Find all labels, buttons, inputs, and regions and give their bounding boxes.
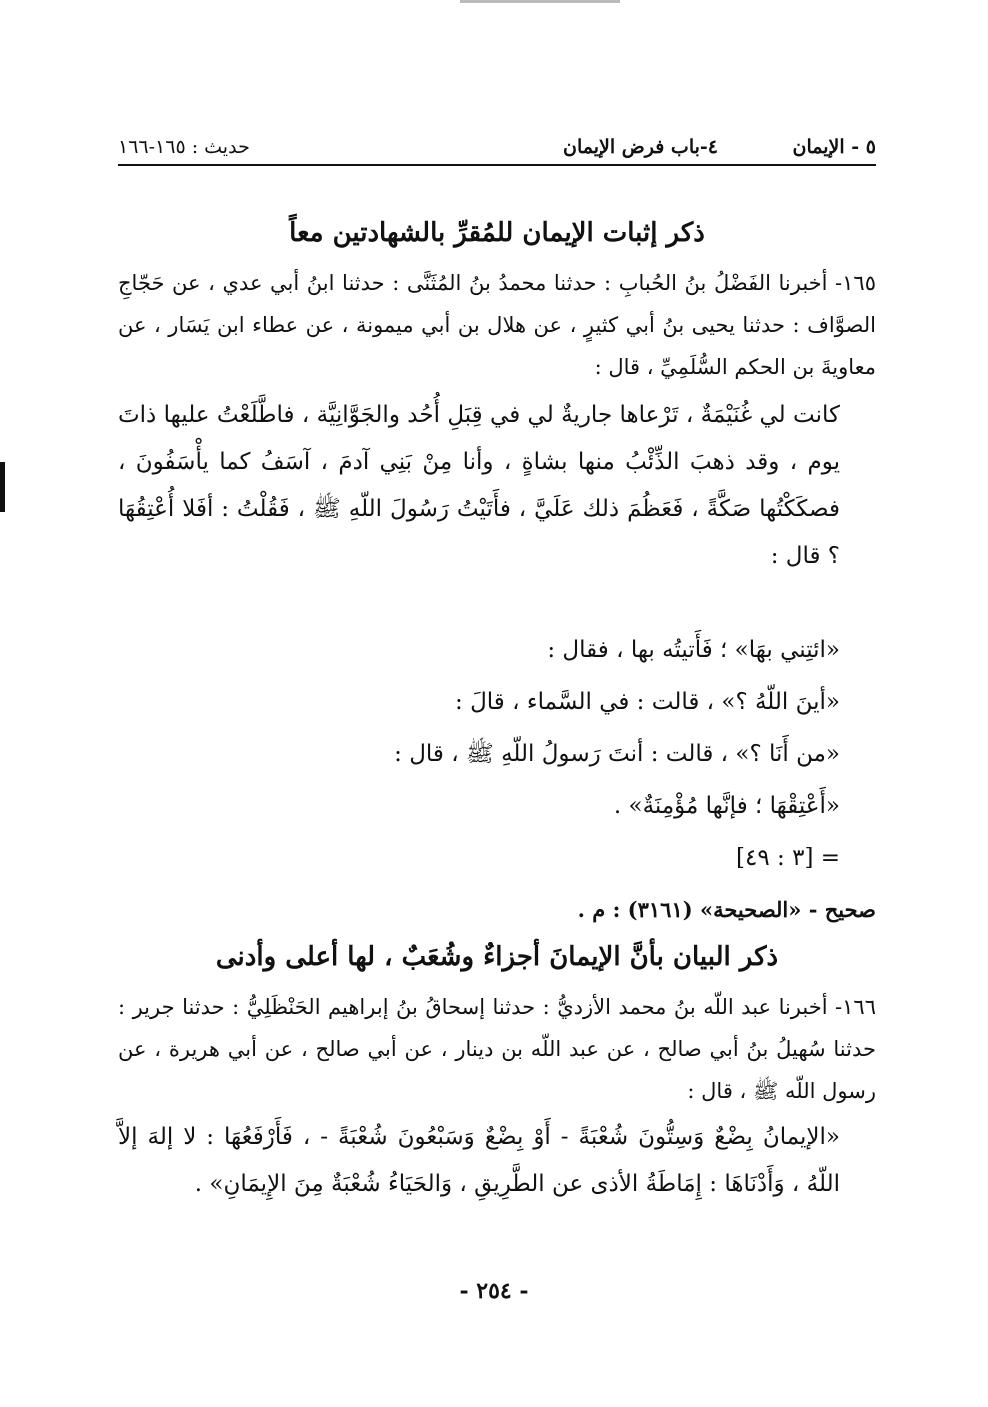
- section-heading-1: ذكر إثبات الإيمان للمُقرِّ بالشهادتين معاً: [289, 218, 705, 248]
- dialogue-block: [118, 624, 876, 936]
- section-title: ٤-باب فرض الإيمان: [563, 136, 718, 158]
- dialogue-line-2: «أينَ اللّهُ ؟» ، قالت : في السَّماء ، قالَ :: [455, 689, 840, 715]
- hadith-range: حديث : ١٦٥-١٦٦: [118, 136, 250, 158]
- hadith-165-isnad: ١٦٥- أخبرنا الفَضْلُ بنُ الحُبابِ : حدثنا محمدُ بنُ المُثَنَّى : حدثنا ابنُ أبي عدي ، عن حَجّاجِ الصوَّاف : حدثنا يحيى بنُ أبي كثيرٍ ، عن هلال بن أبي ميمونة ، عن عطاء ابن يَسَار ، عن معاويةَ بن الحكم السُّلَمِيِّ ، قال :: [118, 271, 876, 379]
- hadith-166-matn: «الإيمانُ بِضْعٌ وَسِتُّونَ شُعْبَةً - أَوْ بِضْعٌ وَسَبْعُونَ شُعْبَةً - ، فَأَرْفَعُهَا : لا إلهَ إلاَّ اللّهُ ، وَأَدْنَاهَا : إِمَاطَةُ الأذى عن الطَّرِيقِ ، وَالحَيَاءُ شُعْبَةٌ مِنَ الإِيمَانِ» .: [118, 1124, 840, 1197]
- dialogue-line-3: «من أَنَا ؟» ، قالت : أنتَ رَسولُ اللّهِ ﷺ ، قال :: [394, 741, 840, 767]
- hadith-165-matn: كانت لي غُنَيْمَةٌ ، تَرْعاها جاريةٌ لي في قِبَلِ أُحُد والجَوَّانِيَّة ، فاطَّلَعْتُ عليها ذاتَ يوم ، وقد ذهبَ الذِّئْبُ منها بشاةٍ ، وأنا مِنْ بَنِي آدمَ ، آسَفُ كما يأْسَفُونَ ، فصكَكْتُها صَكَّةً ، فَعَظُمَ ذلك عَلَيَّ ، فأَتَيْتُ رَسُولَ اللّهِ ﷺ ، فَقُلْتُ : أفَلا أُعْتِقُهَا ؟ قال :: [118, 402, 840, 569]
- header-rule: [118, 164, 876, 166]
- section-heading-2: ذكر البيان بأنَّ الإيمانَ أجزاءٌ وشُعَبٌ ، لها أعلى وأدنى: [215, 942, 779, 972]
- running-header: [118, 122, 876, 162]
- cross-reference: = [٣ : ٤٩]: [736, 845, 840, 871]
- text-block-1: [118, 208, 876, 580]
- scan-edge-mark: [460, 0, 620, 3]
- margin-mark: [0, 462, 5, 512]
- chapter-title: ٥ - الإيمان: [792, 136, 876, 158]
- dialogue-line-4: «أَعْتِقْهَا ؛ فإنَّها مُؤْمِنَةٌ» .: [613, 793, 840, 819]
- text-block-2: [118, 932, 876, 1208]
- page-number: - ٢٥٤ -: [459, 1278, 529, 1304]
- grading-note: صحيح - «الصحيحة» (٣١٦١) : م .: [577, 897, 876, 922]
- dialogue-line-1: «ائتِني بهَا» ؛ فَأَتيتُه بها ، فقال :: [547, 637, 840, 663]
- hadith-166-isnad: ١٦٦- أخبرنا عبد اللّه بنُ محمد الأزديُّ : حدثنا إسحاقُ بنُ إبراهيم الحَنْظَلِيُّ : حدثنا جرير : حدثنا سُهيلُ بنُ أبي صالح ، عن عبد اللّه بن دينار ، عن أبي صالح ، عن أبي هريرة ، عن رسول اللّه ﷺ ، قال :: [118, 995, 876, 1103]
